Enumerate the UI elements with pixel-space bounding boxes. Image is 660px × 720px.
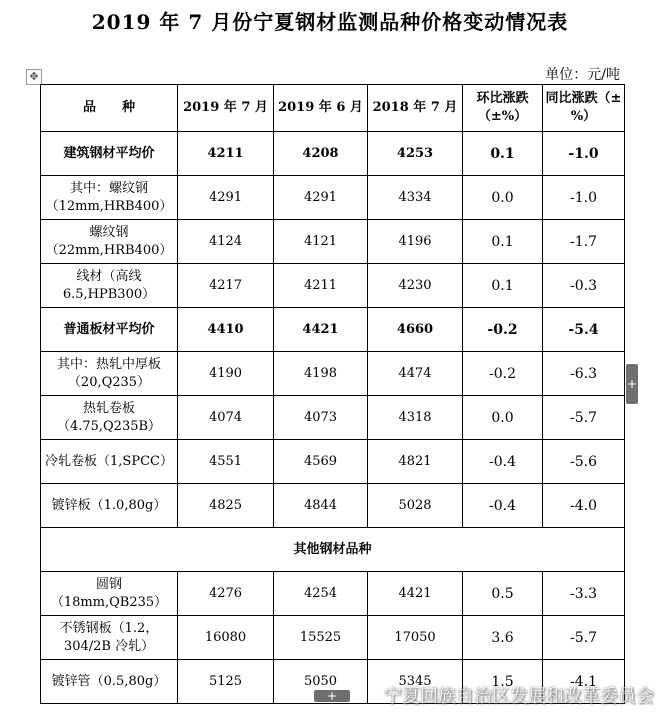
plus-icon[interactable]: + <box>626 364 638 404</box>
cell-yoy: -5.4 <box>543 308 625 352</box>
cell-yoy: -4.0 <box>543 484 625 528</box>
row-name: 建筑钢材平均价 <box>41 132 178 176</box>
cell-mom: 0.0 <box>463 396 543 440</box>
row-name: 普通板材平均价 <box>41 308 178 352</box>
watermark: 宁夏回族自治区发展和改革委员会 <box>384 686 654 707</box>
row-name: 热轧卷板（4.75,Q235B） <box>41 396 178 440</box>
cell-jul-2018: 4421 <box>368 572 463 616</box>
cell-mom: -0.4 <box>463 484 543 528</box>
cell-jul-2019: 4276 <box>178 572 274 616</box>
cell-jul-2019: 4291 <box>178 176 274 220</box>
cell-jul-2018: 5345 <box>368 660 463 704</box>
cell-jun-2019: 4073 <box>274 396 368 440</box>
row-name: 圆钢（18mm,QB235） <box>41 572 178 616</box>
cell-jun-2019: 4208 <box>274 132 368 176</box>
header-jul-2019: 2019 年 7 月 <box>178 85 274 132</box>
cell-jul-2019: 4211 <box>178 132 274 176</box>
cell-jul-2018: 4660 <box>368 308 463 352</box>
table-row <box>41 220 625 264</box>
table-row <box>41 440 625 484</box>
cell-jun-2019: 4291 <box>274 176 368 220</box>
section-title: 其他钢材品种 <box>41 528 625 572</box>
cell-jun-2019: 4569 <box>274 440 368 484</box>
cell-jul-2019: 4074 <box>178 396 274 440</box>
cell-yoy: -1.0 <box>543 176 625 220</box>
cell-jun-2019: 4211 <box>274 264 368 308</box>
cell-yoy: -4.1 <box>543 660 625 704</box>
cell-yoy: -3.3 <box>543 572 625 616</box>
cell-jul-2019: 4124 <box>178 220 274 264</box>
cell-mom: -0.2 <box>463 308 543 352</box>
cell-jul-2018: 5028 <box>368 484 463 528</box>
page-title: 2019 年 7 月份宁夏钢材监测品种价格变动情况表 <box>91 10 569 34</box>
table-row <box>41 396 625 440</box>
row-name: 螺纹钢（22mm,HRB400） <box>41 220 178 264</box>
move-icon[interactable]: ✥ <box>26 69 42 85</box>
table-row <box>41 308 625 352</box>
cell-yoy: -6.3 <box>543 352 625 396</box>
cell-jun-2019: 5050 <box>274 660 368 704</box>
cell-jun-2019: 4844 <box>274 484 368 528</box>
header-category: 品 种 <box>41 85 178 132</box>
cell-jun-2019: 4254 <box>274 572 368 616</box>
table-row <box>41 132 625 176</box>
cell-jun-2019: 4421 <box>274 308 368 352</box>
table-row <box>41 264 625 308</box>
cell-jul-2019: 4190 <box>178 352 274 396</box>
cell-mom: 0.1 <box>463 220 543 264</box>
cell-mom: 0.0 <box>463 176 543 220</box>
table-row <box>41 176 625 220</box>
row-name: 冷轧卷板（1,SPCC） <box>41 440 178 484</box>
plus-icon[interactable]: + <box>314 690 350 702</box>
row-name: 其中：螺纹钢（12mm,HRB400） <box>41 176 178 220</box>
row-name: 不锈钢板（1.2，304/2B 冷轧） <box>41 616 178 660</box>
header-mom: 环比涨跌（±%） <box>463 85 543 132</box>
cell-jul-2019: 4825 <box>178 484 274 528</box>
header-jul-2018: 2018 年 7 月 <box>368 85 463 132</box>
cell-mom: -0.2 <box>463 352 543 396</box>
cell-yoy: -1.0 <box>543 132 625 176</box>
cell-jul-2018: 4253 <box>368 132 463 176</box>
header-yoy: 同比涨跌（±%） <box>543 85 625 132</box>
cell-jul-2018: 4334 <box>368 176 463 220</box>
cell-jul-2018: 4318 <box>368 396 463 440</box>
unit-label: 单位：元/吨 <box>545 67 620 83</box>
cell-yoy: -1.7 <box>543 220 625 264</box>
cell-jul-2018: 4230 <box>368 264 463 308</box>
price-table <box>40 84 625 704</box>
cell-jul-2019: 16080 <box>178 616 274 660</box>
table-row <box>41 616 625 660</box>
table-header-row <box>41 85 625 132</box>
cell-jul-2019: 4551 <box>178 440 274 484</box>
table-row <box>41 572 625 616</box>
cell-jul-2018: 17050 <box>368 616 463 660</box>
row-name: 镀锌管（0.5,80g） <box>41 660 178 704</box>
cell-yoy: -5.6 <box>543 440 625 484</box>
cell-mom: 0.1 <box>463 132 543 176</box>
row-name: 线材（高线 6.5,HPB300） <box>41 264 178 308</box>
table-row <box>41 352 625 396</box>
section-row <box>41 528 625 572</box>
cell-jun-2019: 4198 <box>274 352 368 396</box>
cell-mom: 0.5 <box>463 572 543 616</box>
cell-jul-2018: 4821 <box>368 440 463 484</box>
table-row <box>41 484 625 528</box>
cell-jul-2018: 4474 <box>368 352 463 396</box>
cell-mom: 0.1 <box>463 264 543 308</box>
cell-jul-2019: 4410 <box>178 308 274 352</box>
cell-yoy: -5.7 <box>543 616 625 660</box>
cell-mom: 1.5 <box>463 660 543 704</box>
cell-mom: 3.6 <box>463 616 543 660</box>
cell-yoy: -5.7 <box>543 396 625 440</box>
cell-jul-2018: 4196 <box>368 220 463 264</box>
row-name: 其中：热轧中厚板（20,Q235） <box>41 352 178 396</box>
cell-yoy: -0.3 <box>543 264 625 308</box>
cell-jul-2019: 5125 <box>178 660 274 704</box>
header-jun-2019: 2019 年 6 月 <box>274 85 368 132</box>
cell-jul-2019: 4217 <box>178 264 274 308</box>
cell-jun-2019: 15525 <box>274 616 368 660</box>
row-name: 镀锌板（1.0,80g） <box>41 484 178 528</box>
cell-mom: -0.4 <box>463 440 543 484</box>
cell-jun-2019: 4121 <box>274 220 368 264</box>
